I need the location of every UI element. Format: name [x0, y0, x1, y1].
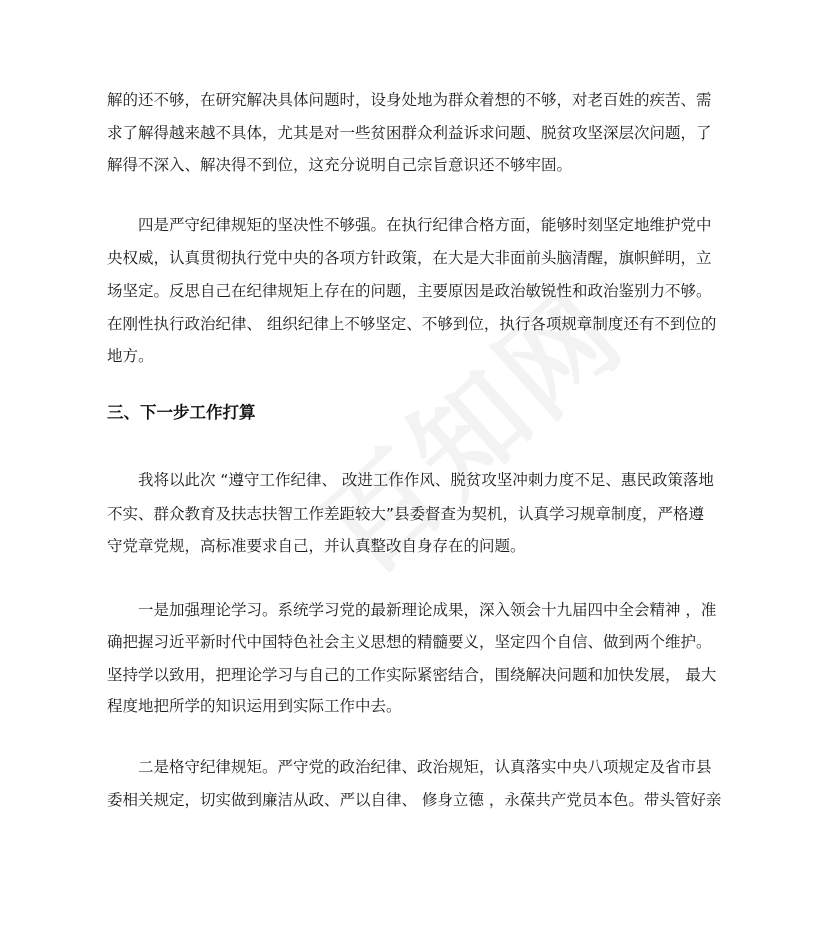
paragraph-line: 求了解得越来越不具体，尤其是对一些贫困群众利益诉求问题、脱贫攻坚深层次问题，了 [107, 124, 712, 142]
paragraph-line: 不实、群众教育及扶志扶智工作差距较大”县委督查为契机，认真学习规章制度，严格遵 [107, 505, 705, 523]
section-heading: 三、下一步工作打算 [107, 403, 256, 422]
paragraph-line: 二是格守纪律规矩。严守党的政治纪律、政治规矩，认真落实中央八项规定及省市县 [138, 758, 712, 776]
paragraph-line: 地方。 [107, 347, 154, 365]
paragraph-line: 场坚定。反思自己在纪律规矩上存在的问题，主要原因是政治敏锐性和政治鉴别力不够。 [107, 282, 712, 300]
paragraph-line: 一是加强理论学习。系统学习党的最新理论成果，深入领会十九届四中全会精神 ，准 [138, 601, 717, 619]
paragraph-line: 确把握习近平新时代中国特色社会主义思想的精髓要义，坚定四个自信、做到两个维护。 [107, 633, 712, 651]
paragraph-line: 央权威，认真贯彻执行党中央的各项方针政策，在大是大非面前头脑清醒，旗帜鲜明，立 [107, 249, 712, 267]
paragraph-line: 程度地把所学的知识运用到实际工作中去。 [107, 697, 402, 715]
paragraph-line: 解的还不够，在研究解决具体问题时，设身处地为群众着想的不够，对老百姓的疾苦、需 [107, 91, 712, 109]
paragraph-line: 守党章党规，高标准要求自己，并认真整改自身存在的问题。 [107, 537, 526, 555]
paragraph-line: 解得不深入、解决得不到位，这充分说明自己宗旨意识还不够牢固。 [107, 156, 573, 174]
paragraph-line: 坚持学以致用，把理论学习与自己的工作实际紧密结合，围绕解决问题和加快发展， 最大 [107, 666, 717, 684]
paragraph-line: 委相关规定，切实做到廉洁从政、严以自律、 修身立德 ，永葆共产党员本色。带头管好亲 [107, 791, 722, 809]
paragraph-line: 四是严守纪律规矩的坚决性不够强。在执行纪律合格方面，能够时刻坚定地维护党中 [138, 216, 712, 234]
paragraph-line: 在刚性执行政治纪律、 组织纪律上不够坚定、不够到位，执行各项规章制度还有不到位的 [107, 315, 717, 333]
paragraph-line: 我将以此次 “遵守工作纪律、 改进工作作风、脱贫攻坚冲刺力度不足、惠民政策落地 [138, 471, 714, 489]
